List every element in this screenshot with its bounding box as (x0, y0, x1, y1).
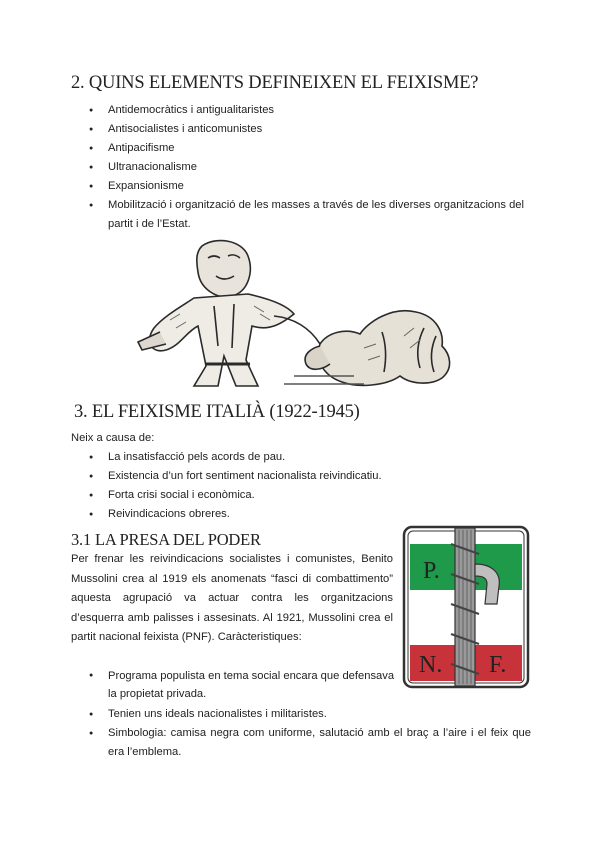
list-item: ● Antisocialistes i anticomunistes (91, 120, 531, 139)
characteristics-list (91, 667, 401, 703)
section-3-1-paragraph: Per frenar les reivindicacions socialistes i comunistes, Benito Mussolini crea al 1919 els anomenats “fasci di combattimento” aquesta agrupació va actuar contra les organitzacions d’esquerra amb palisses i assesinats. Al 1921, Mussolini crea el partit nacional feixista (PNF). Caràcteristiques: (71, 553, 393, 643)
list-item: ● Mobilització i organització de les masses a través de les diverses organitzacions del partit i de l’Estat. (91, 196, 531, 234)
list-item: ● La insatisfacció pels acords de pau. (91, 448, 521, 467)
section-3-1-heading: 3.1 LA PRESA DEL PODER (71, 530, 261, 549)
list-item: ● Expansionisme (91, 177, 531, 196)
list-item: ● Programa populista en tema social encara que defensava la propietat privada. (91, 667, 401, 703)
fascism-elements-list (91, 101, 531, 234)
characteristics-list-continued (91, 705, 531, 762)
emblem-letter-f: F. (489, 652, 507, 678)
emblem-letter-n: N. (419, 652, 443, 678)
list-item: ● Tenien uns ideals nacionalistes i militaristes. (91, 705, 531, 724)
causes-list (91, 448, 521, 524)
list-item: ● Simbologia: camisa negra com uniforme, salutació amb el braç a l’aire i el feix que era l’emblema. (91, 724, 531, 762)
pnf-emblem (401, 524, 531, 690)
list-item: ● Forta crisi social i econòmica. (91, 486, 521, 505)
list-item: ● Antidemocràtics i antigualitaristes (91, 101, 531, 120)
list-item: ● Antipacifisme (91, 139, 531, 158)
emblem-letter-p: P. (423, 558, 440, 584)
list-item: ● Reivindicacions obreres. (91, 505, 521, 524)
section-3-intro: Neix a causa de: (71, 432, 155, 444)
list-item: ● Ultranacionalisme (91, 158, 531, 177)
list-item: ● Existencia d’un fort sentiment nacionalista reivindicatiu. (91, 467, 521, 486)
section-3-heading: 3. EL FEIXISME ITALIÀ (1922-1945) (74, 402, 360, 422)
cartoon-illustration (124, 236, 528, 394)
section-2-heading: 2. QUINS ELEMENTS DEFINEIXEN EL FEIXISME? (71, 73, 479, 93)
